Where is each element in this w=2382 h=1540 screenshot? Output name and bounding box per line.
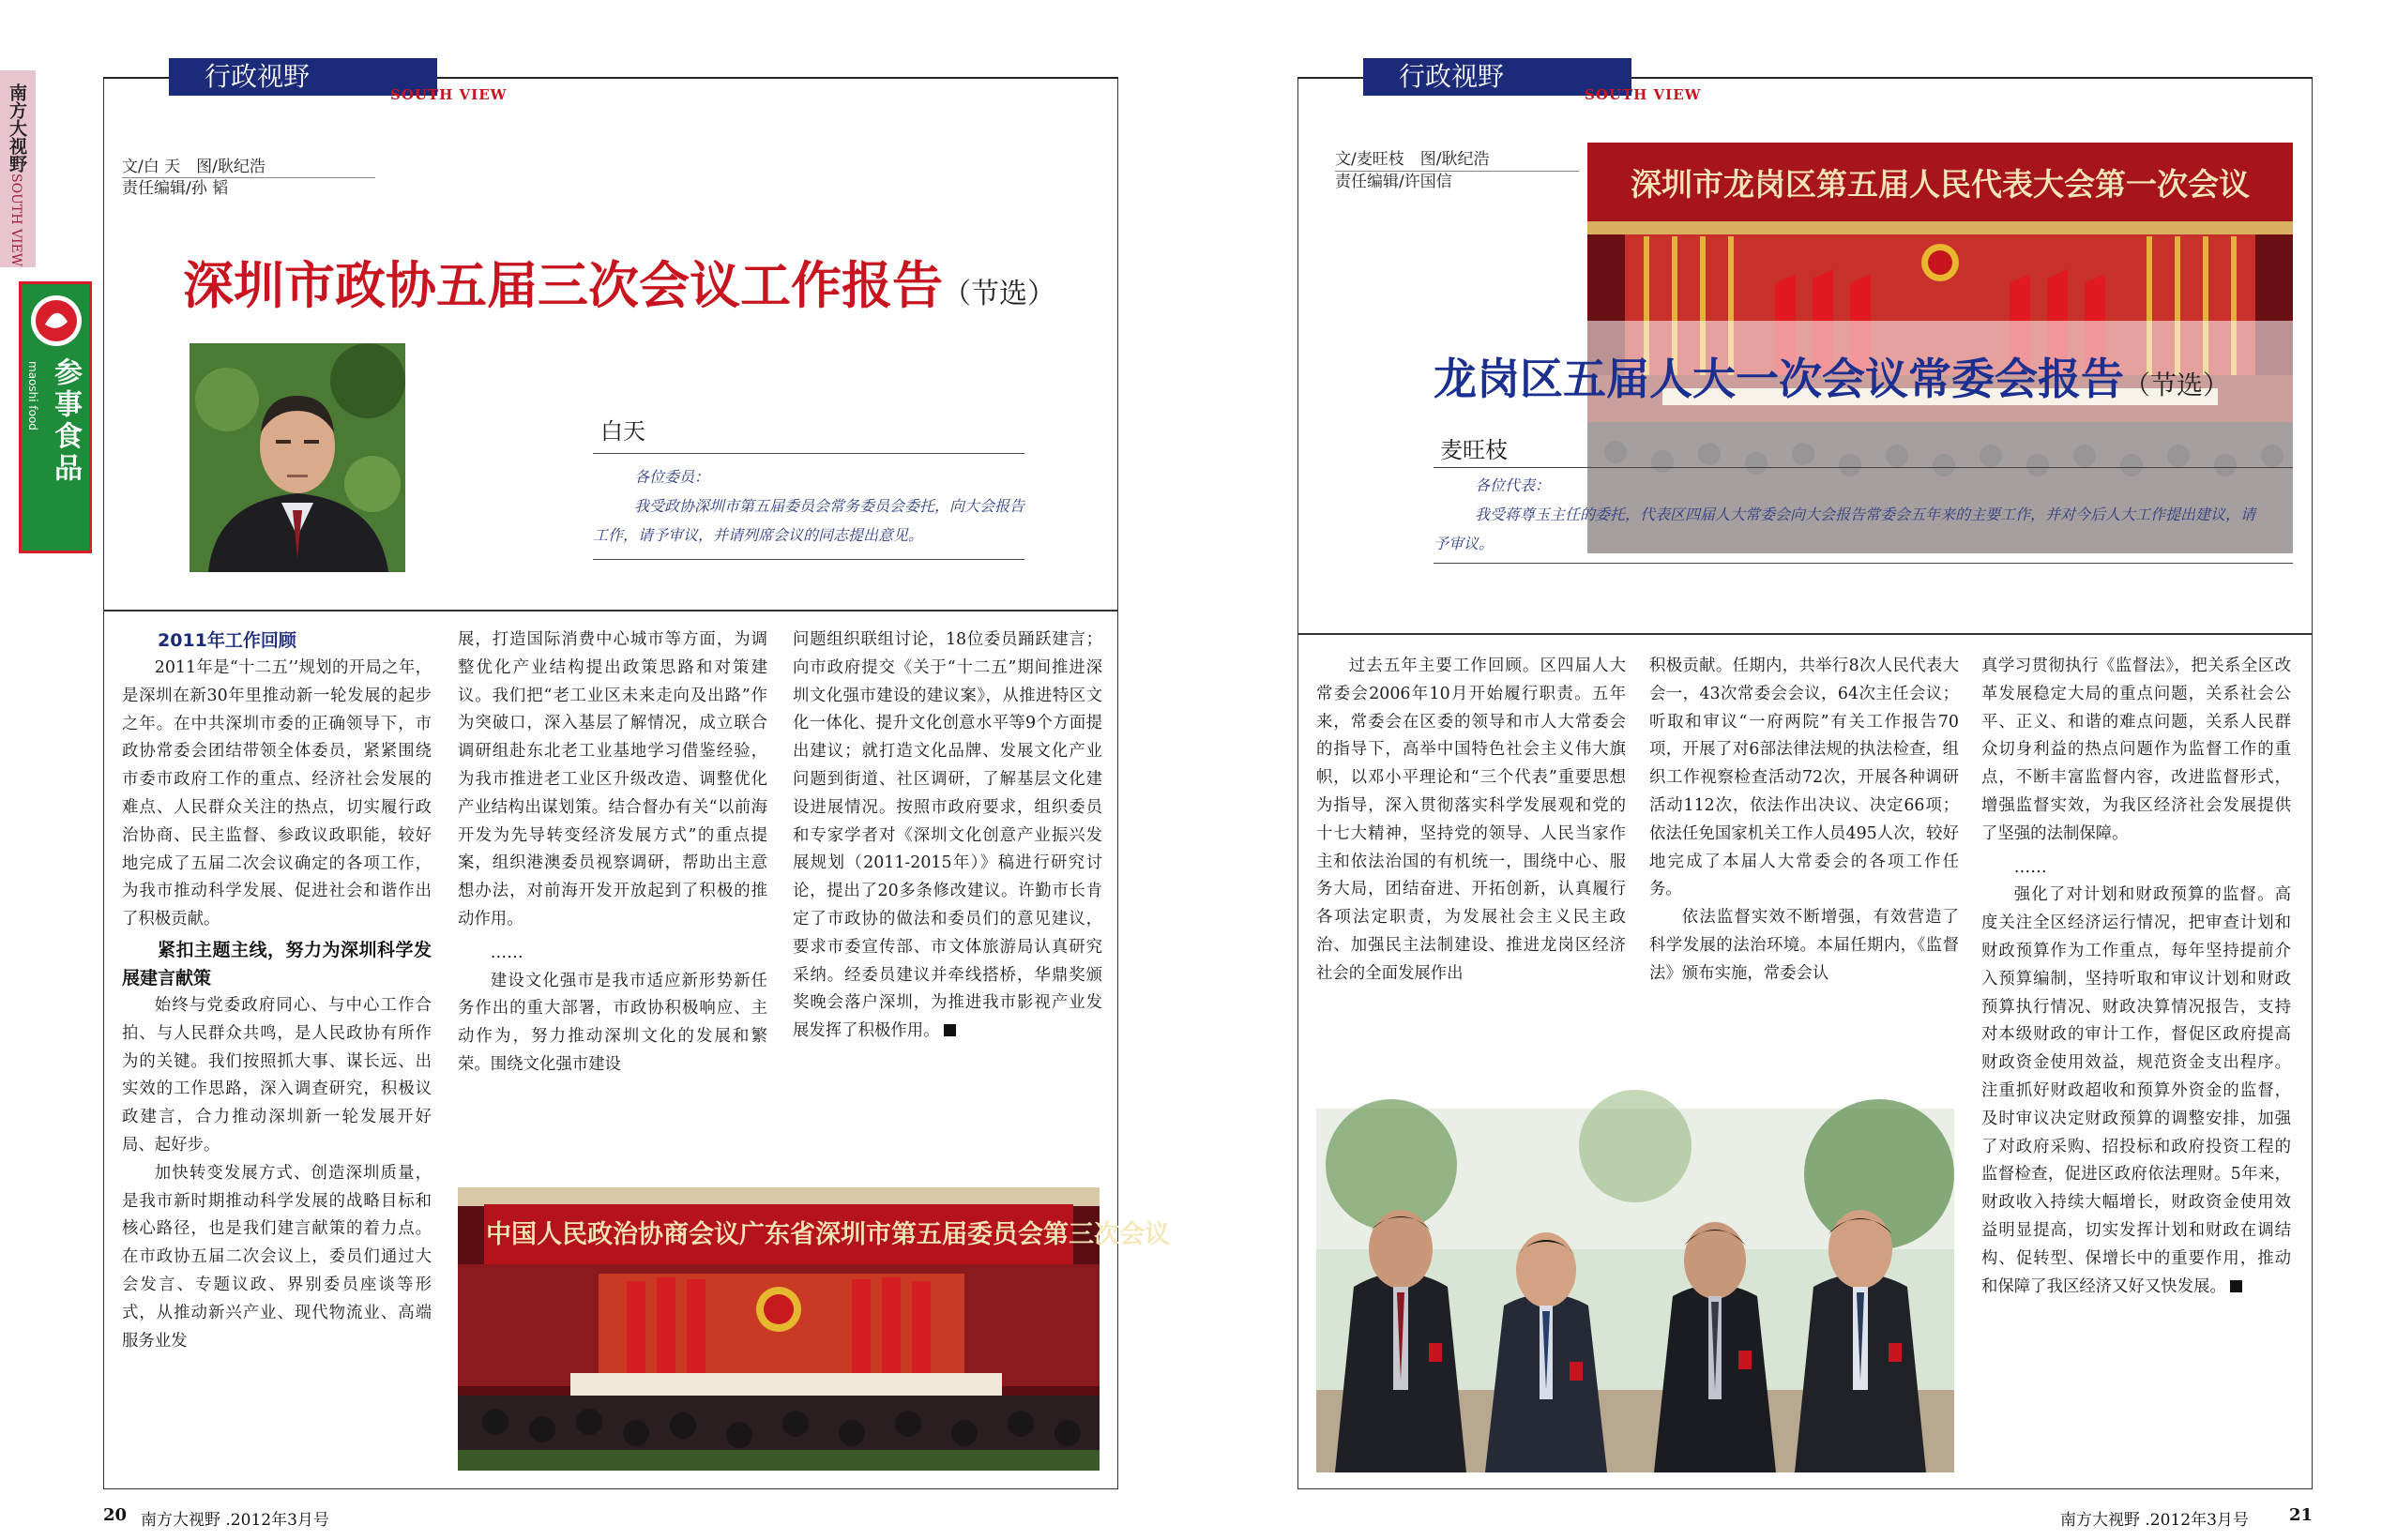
spine-english: SOUTH VIEW [8, 174, 23, 267]
left-conference-photo [458, 1187, 1170, 1471]
right-section-en: SOUTH VIEW [1585, 86, 1702, 103]
right-col3-p1: 真学习贯彻执行《监督法》，把关系全区改革发展稳定大局的重点问题，关系社会公平、正义、和谐的难点问题，关系人民群众切身利益的热点问题作为监督工作的重点，不断丰富监督内容，改进监督形式，增强监督实效，为我区经济社会发展提供了坚强的法制保障。 [1981, 657, 2291, 843]
officials-group-scene [1316, 1109, 1954, 1472]
left-body-divider [103, 610, 1118, 611]
left-section-heading: 2011年工作回顾 [158, 630, 296, 651]
left-col1-p3: 加快转变发展方式、创造深圳质量，是我市新时期推动科学发展的战略目标和核心路径，也是我们建言献策的着力点。在市政协五届二次会议上，委员们通过大会发言、专题议政、界别委员座谈等形式，从推动新兴产业、现代物流业、高端服务业发 [122, 1163, 432, 1351]
left-lead [593, 462, 1024, 550]
left-lead-text: 我受政协深圳市第五届委员会常务委员会委托，向大会报告工作，请予审议，并请列席会议的同志提出意见。 [593, 497, 1025, 544]
left-author-rule [593, 453, 1024, 454]
left-lead-rule [593, 559, 1024, 560]
end-of-article-mark [2230, 1280, 2242, 1292]
left-page-number: 20 [103, 1505, 128, 1525]
right-footer-issue: 南方大视野 .2012年3月号 [2060, 1511, 2249, 1530]
right-section-tab: 行政视野 [1363, 58, 1631, 96]
left-col-2 [458, 627, 767, 1080]
left-col1-p1: 2011年是“十二五’’规划的开局之年，是深圳在新30年里推动新一轮发展的起步之年。在中共深圳市委的正确领导下，市政协常委会团结带领全体委员，紧紧围绕市委市政府工作的重点、经济社会发展的难点、人民群众关注的热点，切实履行政治协商、民主监督、参政议政职能，较好地完成了五届二次会议确定的各项工作，为我市推动科学发展、促进社会和谐作出了积极贡献。 [122, 658, 432, 929]
ad-name: 参事食品 [49, 357, 82, 485]
right-body-divider [1297, 633, 2313, 635]
left-col-3 [793, 627, 1102, 1046]
spine-magazine-name: 南方大视野 [7, 83, 27, 173]
end-of-article-mark [944, 1024, 956, 1036]
right-author-rule [1434, 467, 2293, 468]
left-section-tab: 行政视野 [169, 58, 437, 96]
right-title-text: 龙岗区五届人大一次会议常委会报告 [1434, 354, 2124, 404]
spine-strip [0, 70, 36, 267]
right-col2-p2: 依法监督实效不断增强，有效营造了科学发展的法治环境。本届任期内，《监督法》颁布实施，常委会认 [1649, 908, 1959, 983]
right-lead-rule [1434, 563, 2293, 564]
left-title-suffix: （节选） [943, 278, 1055, 310]
right-col-1 [1316, 653, 1626, 989]
right-lead-text: 我受蒋尊玉主任的委托，代表区四届人大常委会向大会报告常委会五年来的主要工作，并对今后人大工作提出建议，请予审议。 [1434, 506, 2256, 552]
left-col-1 [122, 627, 432, 1355]
left-article-title [183, 246, 1055, 318]
left-col2-p2: 建设文化强市是我市适应新形势新任务作出的重大部署，市政协积极响应、主动作为，努力推动深圳文化的发展和繁荣。围绕文化强市建设 [458, 971, 767, 1074]
right-col3-text: 强化了对计划和财政预算的监督。高度关注全区经济运行情况，把审查计划和财政预算作为工作重点，每年坚持提前介入预算编制，坚持听取和审议计划和财政预算执行情况、财政决算情况报告，支持对本级财政的审计工作，督促区政府提高财政资金使用效益，规范资金支出程序。注重抓好财政超收和预算外资金的监督，及时审议决定财政预算的调整安排，加强了对政府采购、招投标和政府投资工程的监督检查，促进区政府依法理财。5年来，财政收入持续大幅增长，财政资金使用效益明显提高，切实发挥计划和财政在调结构、促转型、保增长中的重要作用，推动和保障了我区经济又好又快发展。 [1981, 885, 2291, 1296]
left-col3-p1 [793, 627, 1102, 1046]
right-lead [1434, 471, 2268, 558]
right-col-3 [1981, 653, 2291, 1301]
left-footer-issue: 南方大视野 .2012年3月号 [141, 1511, 329, 1530]
left-photo-banner: 中国人民政治协商会议广东省深圳市第五届委员会第三次会议 [486, 1220, 1170, 1249]
left-byline-writer: 文/白 天 图/耿纪浩 [122, 158, 266, 176]
right-col1-p1: 过去五年主要工作回顾。区四届人大常委会2006年10月开始履行职责。五年来，常委会在区委的领导和市人大常委会的指导下，高举中国特色社会主义伟大旗帜，以邓小平理论和“三个代表”重要思想为指导，深入贯彻落实科学发展观和党的十七大精神，坚持党的领导、人民当家作主和依法治国的有机统一，围绕中心、服务大局，团结奋进、开拓创新，认真履行各项法定职责，为发展社会主义民主政治、加强民主法制建设、推进龙岗区经济社会的全面发展作出 [1316, 657, 1626, 983]
ad-pinyin: maoshi food [26, 361, 39, 430]
ad-logo-icon [29, 294, 83, 348]
portrait-figure [190, 343, 405, 572]
left-col2-ellipsis: …… [490, 943, 523, 962]
right-col2-p1: 积极贡献。任期内，共举行8次人民代表大会一，43次常委会会议，64次主任会议；听取和审议“一府两院”有关工作报告70项，开展了对6部法律法规的执法检查，组织工作视察检查活动72次，开展各种调研活动112次，依法作出决议、决定66项；依法任免国家机关工作人员495人次，较好地完成了本届人大常委会的各项工作任务。 [1649, 657, 1959, 899]
right-article-title [1434, 345, 2229, 407]
left-title-text: 深圳市政协五届三次会议工作报告 [183, 256, 943, 315]
left-lead-greeting: 各位委员： [634, 468, 710, 486]
ad-strip [19, 281, 92, 553]
left-section-en: SOUTH VIEW [390, 86, 508, 103]
right-page-number: 21 [2289, 1505, 2314, 1525]
right-col-2 [1649, 653, 1959, 989]
left-author-photo [190, 343, 405, 572]
left-col1-p2: 始终与党委政府同心、与中心工作合拍、与人民群众共鸣，是人民政协有所作为的关键。我们按照抓大事、谋长远、出实效的工作思路，深入调查研究，积极议政建言，合力推动深圳新一轮发展开好局、起好步。 [122, 995, 432, 1155]
right-byline-writer: 文/麦旺枝 图/耿纪浩 [1335, 150, 1490, 169]
right-col3-p2 [1981, 882, 2291, 1301]
left-col3-text: 问题组织联组讨论，18位委员踊跃建言；向市政府提交《关于“十二五”期间推进深圳文化强市建设的建议案》，从推进特区文化一体化、提升文化创意水平等9个方面提出建议；就打造文化品牌、发展文化产业问题到街道、社区调研，了解基层文化建设进展情况。按照市政府要求，组织委员和专家学者对《深圳文化创意产业振兴发展规划（2011-2015年）》稿进行研究讨论，提出了20多条修改建议。许勤市长肯定了市政协的做法和委员们的意见建议，要求市委宣传部、市文体旅游局认真研究采纳。经委员建议并牵线搭桥，华鼎奖颁奖晚会落户深圳，为推进我市影视产业发展发挥了积极作用。 [793, 630, 1102, 1041]
right-col3-ellipsis: …… [2013, 857, 2047, 877]
left-author-name: 白天 [600, 418, 645, 445]
right-hero-banner: 深圳市龙岗区第五届人民代表大会第一次会议 [1631, 166, 2250, 203]
right-title-suffix: （节选） [2124, 370, 2230, 400]
left-subheading: 紧扣主题主线，努力为深圳科学发展建言献策 [122, 939, 432, 989]
right-group-photo [1316, 1109, 1954, 1472]
right-byline-editor: 责任编辑/许国信 [1335, 173, 1452, 191]
right-author-name: 麦旺枝 [1440, 437, 1508, 463]
left-byline-editor: 责任编辑/孙 韬 [122, 179, 229, 198]
left-col2-p1: 展，打造国际消费中心城市等方面，为调整优化产业结构提出政策思路和对策建议。我们把“老工业区未来走向及出路”作为突破口，深入基层了解情况，成立联合调研组赴东北老工业基地学习借鉴经验，为我市推进老工业区升级改造、调整优化产业结构出谋划策。结合督办有关“以前海开发为先导转变经济发展方式”的重点提案，组织港澳委员视察调研，帮助出主意想办法，对前海开发开放起到了积极的推动作用。 [458, 630, 767, 929]
right-lead-greeting: 各位代表： [1475, 476, 1551, 494]
